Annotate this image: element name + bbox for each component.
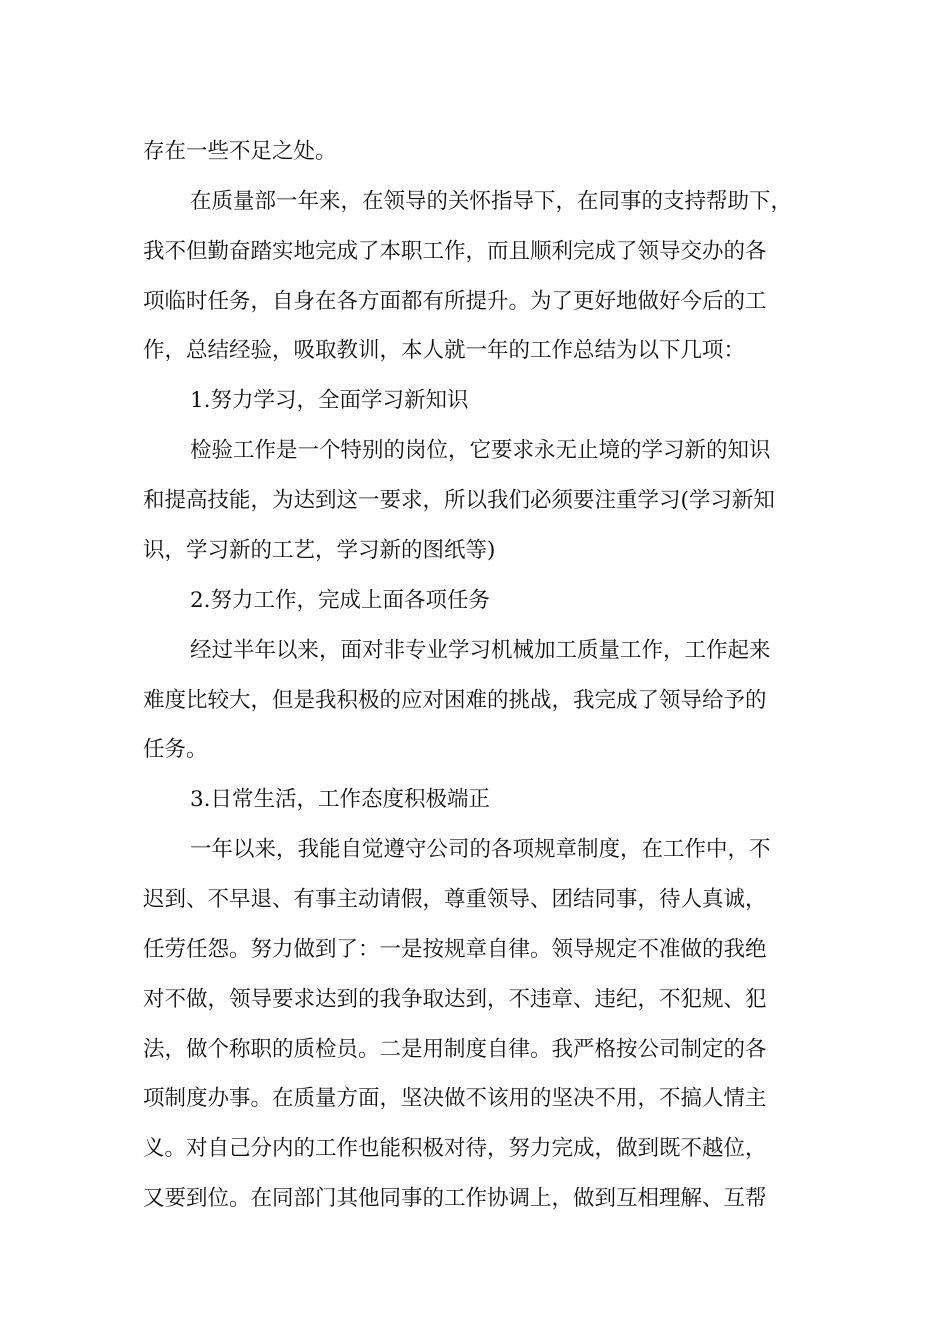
text-line-19: 法，做个称职的质检员。二是用制度自律。我严格按公司制定的各 (143, 1037, 767, 1062)
text-line-13: 任务。 (143, 737, 208, 762)
text-line-1: 存在一些不足之处。 (143, 139, 337, 164)
text-line-7: 检验工作是一个特别的岗位，它要求永无止境的学习新的知识 (190, 438, 771, 463)
text-line-4: 项临时任务，自身在各方面都有所提升。为了更好地做好今后的工 (143, 289, 767, 314)
text-line-11: 经过半年以来，面对非专业学习机械加工质量工作，工作起来 (190, 638, 771, 663)
section-heading-2: 2.努力工作，完成上面各项任务 (190, 588, 491, 613)
text-line-2: 在质量部一年来，在领导的关怀指导下，在同事的支持帮助下， (190, 189, 793, 214)
text-line-15: 一年以来，我能自觉遵守公司的各项规章制度，在工作中，不 (190, 837, 771, 862)
text-line-5: 作，总结经验，吸取教训，本人就一年的工作总结为以下几项： (143, 338, 746, 363)
section-heading-3: 3.日常生活，工作态度积极端正 (190, 787, 491, 812)
text-line-21: 义。对自己分内的工作也能积极对待，努力完成，做到既不越位， (143, 1136, 767, 1161)
text-line-9: 识，学习新的工艺，学习新的图纸等) (143, 538, 496, 563)
text-line-3: 我不但勤奋踏实地完成了本职工作，而且顺利完成了领导交办的各 (143, 239, 767, 264)
text-line-20: 项制度办事。在质量方面，坚决做不该用的坚决不用，不搞人情主 (143, 1086, 767, 1111)
text-line-18: 对不做，领导要求达到的我争取达到，不违章、违纪，不犯规、犯 (143, 987, 767, 1012)
text-line-8: 和提高技能，为达到这一要求，所以我们必须要注重学习(学习新知 (143, 488, 775, 513)
text-line-12: 难度比较大，但是我积极的应对困难的挑战，我完成了领导给予的 (143, 688, 767, 713)
text-line-17: 任劳任怨。努力做到了：一是按规章自律。领导规定不准做的我绝 (143, 937, 767, 962)
section-heading-1: 1.努力学习，全面学习新知识 (190, 388, 469, 413)
text-line-22: 又要到位。在同部门其他同事的工作协调上，做到互相理解、互帮 (143, 1186, 767, 1211)
text-line-16: 迟到、不早退、有事主动请假，尊重领导、团结同事，待人真诚， (143, 887, 767, 912)
